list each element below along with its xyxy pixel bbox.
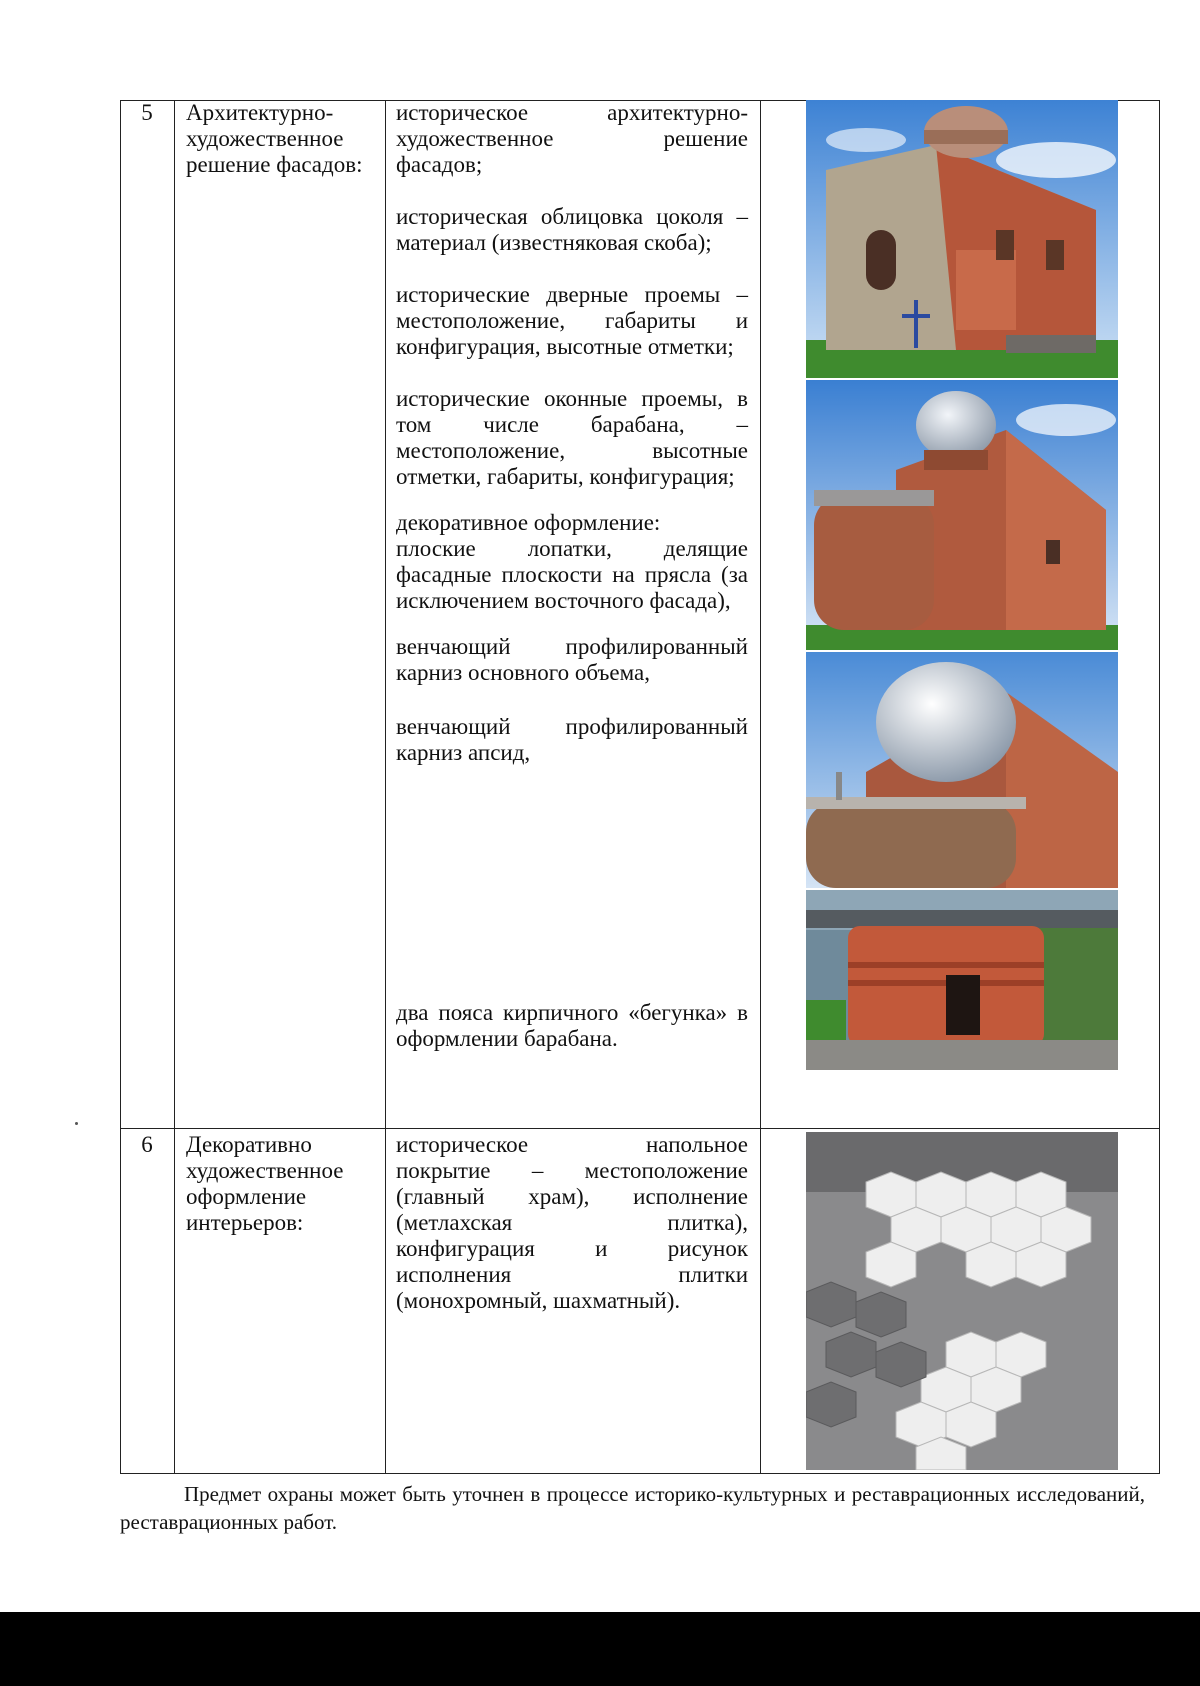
item-line: историческое напольное: [396, 1132, 748, 1157]
item-line: художественное решение: [396, 126, 748, 151]
item-line: исторические оконные проемы, в: [396, 386, 748, 411]
item-line: отметки, габариты, конфигурация;: [396, 464, 735, 489]
item-line: декоративное оформление:: [396, 510, 661, 535]
row-title-line: интерьеров:: [186, 1210, 304, 1235]
protection-item: [396, 510, 748, 614]
item-line: материал (известняковая скоба);: [396, 230, 712, 255]
protection-item: [396, 634, 748, 686]
item-line: местоположение, габариты и: [396, 308, 748, 333]
metlakh-tile-pattern: [806, 1132, 1118, 1470]
row-title-line: художественное: [186, 126, 344, 151]
protection-item: [396, 1000, 748, 1052]
document-note: Предмет охраны может быть уточнен в процессе историко-культурных и реставрационных исследований, реставрационных работ.: [120, 1482, 1145, 1534]
item-line: исполнения плитки: [396, 1262, 748, 1287]
table-border-col3: [760, 100, 761, 1474]
table-border-left: [120, 100, 121, 1474]
item-line: покрытие – местоположение: [396, 1158, 748, 1183]
church-photo-cornice-detail: [806, 652, 1118, 888]
item-line: исторические дверные проемы –: [396, 282, 748, 307]
item-line: плоские лопатки, делящие: [396, 536, 748, 561]
table-border-bottom: [120, 1473, 1160, 1474]
protection-item: [396, 100, 748, 178]
item-line: историческая облицовка цоколя –: [396, 204, 748, 229]
church-photo-northwest: [806, 100, 1118, 378]
item-line: карниз основного объема,: [396, 660, 650, 685]
protection-item: [396, 204, 748, 256]
scan-speck: [75, 1122, 78, 1125]
item-line: (монохромный, шахматный).: [396, 1288, 681, 1313]
scan-bottom-margin: [0, 1612, 1200, 1686]
item-line: карниз апсид,: [396, 740, 531, 765]
row-title: [186, 1132, 376, 1236]
row-title-line: оформление: [186, 1184, 307, 1209]
floor-tile-photo: [806, 1132, 1118, 1470]
item-line: конфигурация и рисунок: [396, 1236, 748, 1261]
item-line: два пояса кирпичного «бегунка» в: [396, 1000, 748, 1025]
protection-item: [396, 714, 748, 766]
table-border-right: [1159, 100, 1160, 1474]
protection-item: [396, 282, 748, 360]
row-title: [186, 100, 376, 178]
row-number: 6: [141, 1132, 153, 1157]
item-line: венчающий профилированный: [396, 714, 748, 739]
item-line: (главный храм), исполнение: [396, 1184, 748, 1209]
item-line: оформлении барабана.: [396, 1026, 618, 1051]
item-line: историческое архитектурно-: [396, 100, 748, 125]
church-photo-drum-detail: [806, 890, 1118, 1070]
item-line: местоположение, высотные: [396, 438, 748, 463]
row-title-line: художественное: [186, 1158, 344, 1183]
item-line: венчающий профилированный: [396, 634, 748, 659]
row-title-line: решение фасадов:: [186, 152, 363, 177]
item-line: том числе барабана, –: [396, 412, 748, 437]
item-line: (метлахская плитка),: [396, 1210, 748, 1235]
church-photo-apse-dome: [806, 380, 1118, 650]
item-line: фасадные плоскости на прясла (за: [396, 562, 748, 587]
row-title-line: Архитектурно-: [186, 100, 334, 125]
item-line: исключением восточного фасада),: [396, 588, 731, 613]
table-border-col2: [385, 100, 386, 1474]
table-row-divider: [120, 1128, 1160, 1129]
item-line: фасадов;: [396, 152, 483, 177]
protection-subject-table: [120, 100, 1160, 1474]
item-line: конфигурация, высотные отметки;: [396, 334, 734, 359]
row-number: 5: [141, 100, 153, 125]
protection-item: [396, 1132, 748, 1314]
table-border-col1: [174, 100, 175, 1474]
protection-item: [396, 386, 748, 490]
row-title-line: Декоративно: [186, 1132, 312, 1157]
